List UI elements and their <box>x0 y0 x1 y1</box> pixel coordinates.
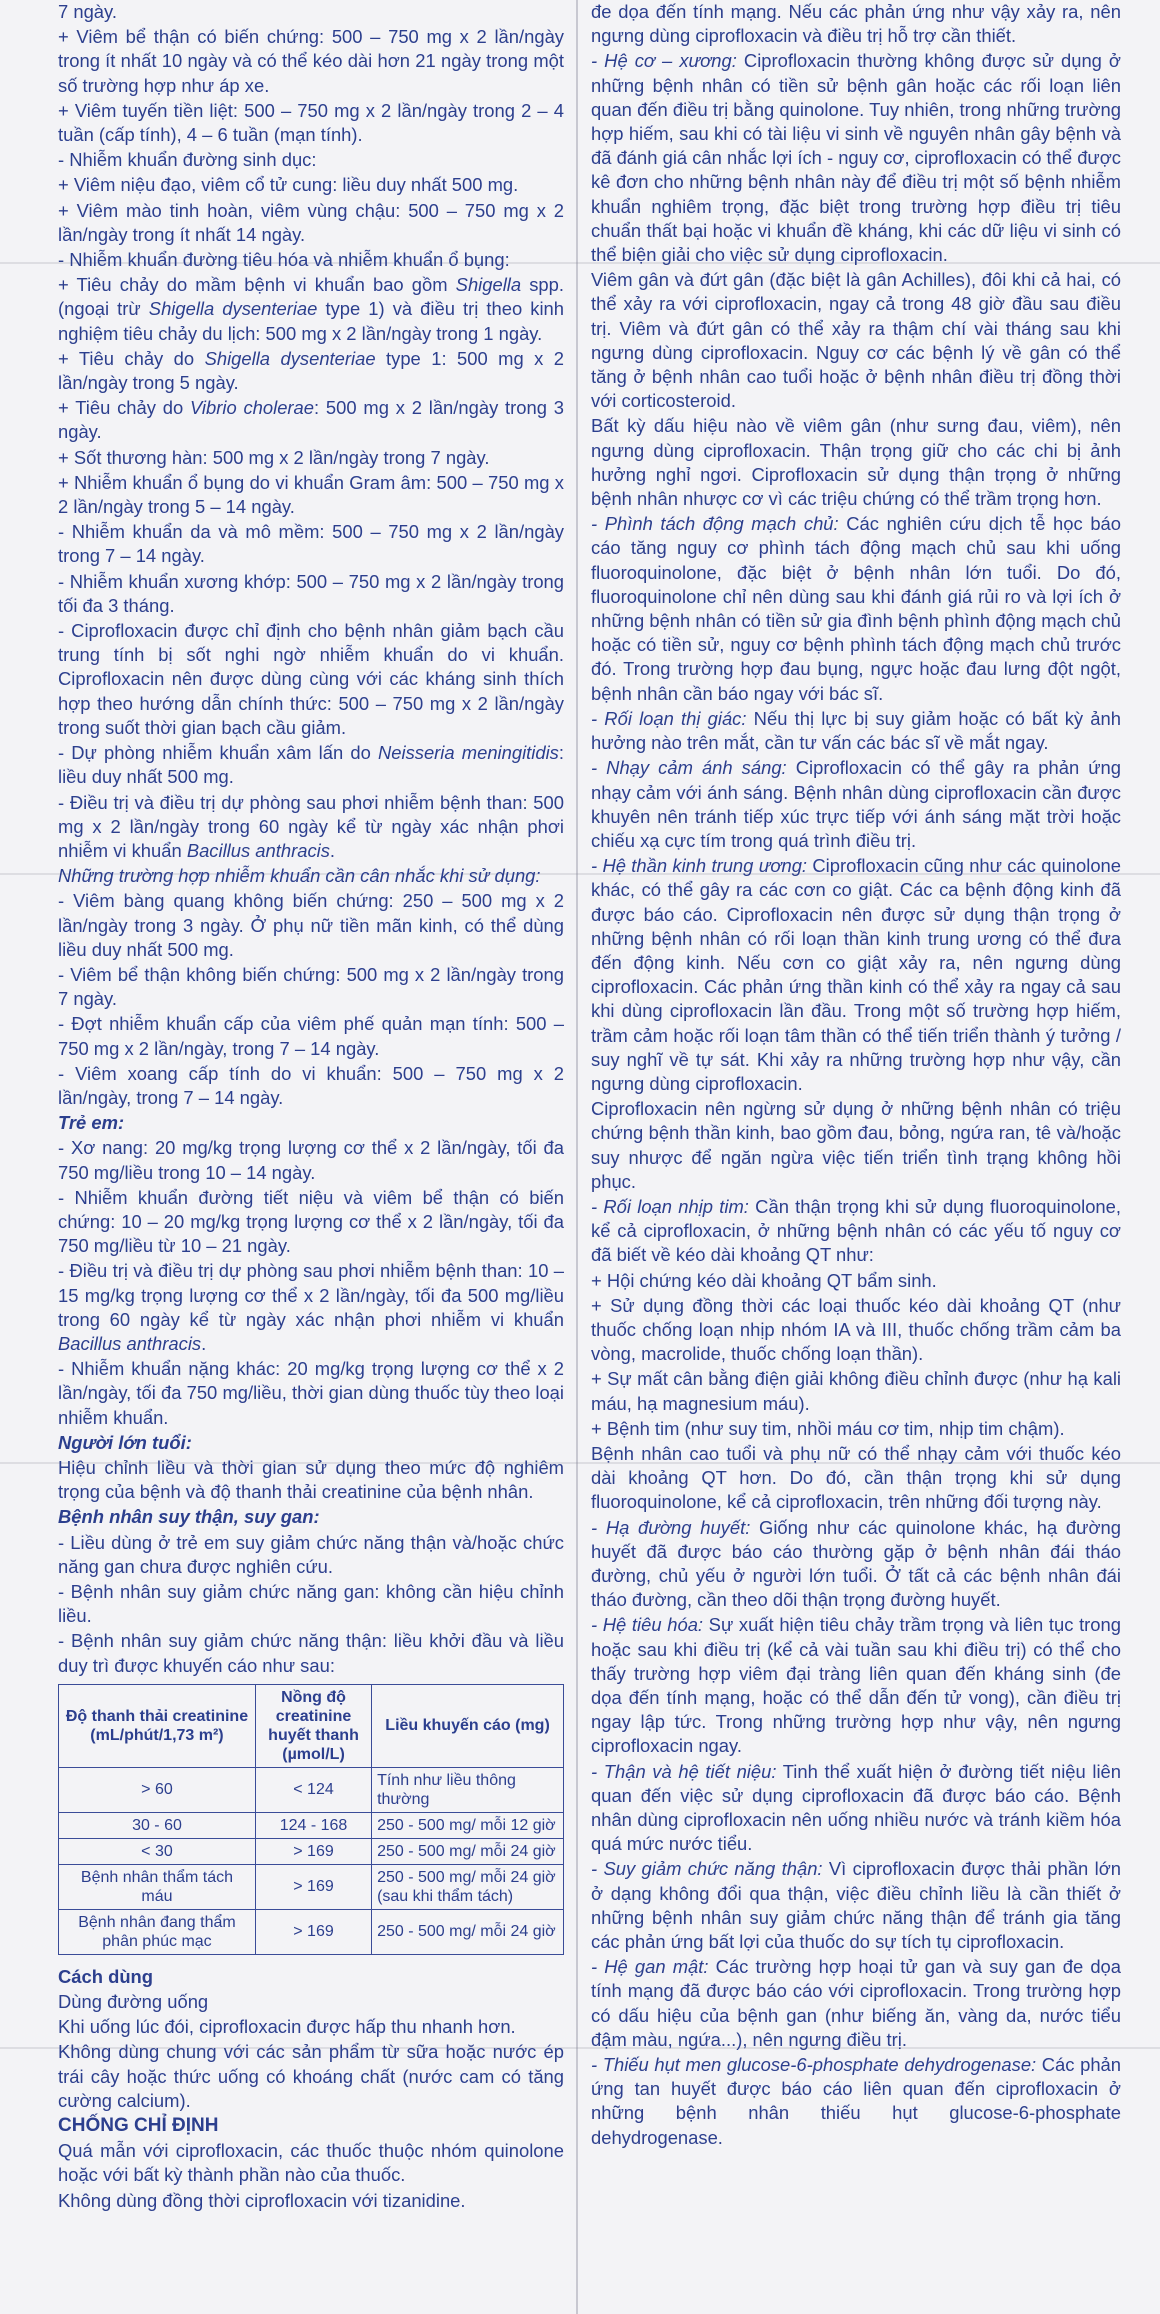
subheading: Bệnh nhân suy thận, suy gan: <box>58 1506 320 1528</box>
paragraph: Dùng đường uống <box>58 1991 209 2013</box>
table-row <box>59 1838 564 1864</box>
table-header-row <box>59 1684 564 1767</box>
text-fragment: 7 ngày. <box>58 1 117 22</box>
paragraph: - Nhiễm khuẩn nặng khác: 20 mg/kg trọng lượng cơ thể x 2 lần/ngày, tối đa 750 mg/liều, thời gian dùng thuốc tùy theo loại nhiễm khuẩn. <box>58 1358 564 1428</box>
paragraph: Khi uống lúc đói, ciprofloxacin được hấp thu nhanh hơn. <box>58 2016 516 2038</box>
paragraph: - Điều trị và điều trị dự phòng sau phơi nhiễm bệnh than: 500 mg x 2 lần/ngày trong 60 ngày kể từ ngày xác nhận phơi nhiễm vi khuẩn Bacillus anthracis. <box>58 791 564 861</box>
paragraph: - Bệnh nhân suy giảm chức năng thận: liều khởi đầu và liều duy trì được khuyến cáo như sau: <box>58 1630 564 1676</box>
paragraph: - Nhiễm khuẩn xương khớp: 500 – 750 mg x 2 lần/ngày trong tối đa 3 tháng. <box>58 570 564 616</box>
subheading: Trẻ em: <box>58 1112 125 1134</box>
table-cell: > 60 <box>59 1767 256 1812</box>
table-cell: 250 - 500 mg/ mỗi 24 giờ (sau khi thẩm tách) <box>372 1864 564 1909</box>
table-cell: Tính như liều thông thường <box>372 1767 564 1812</box>
paragraph: - Thận và hệ tiết niệu: Tinh thể xuất hiện ở đường tiết niệu liên quan đến việc sử dụng ciprofloxacin đã được báo cáo. Bệnh nhân dùng ciprofloxacin nên uống nhiều nước và tránh kiềm hóa quá mức nước tiểu. <box>591 1760 1121 1855</box>
paragraph: Viêm gân và đứt gân (đặc biệt là gân Achilles), đôi khi cả hai, có thể xảy ra với ciprofloxacin, ngay cả trong 48 giờ đầu sau điều trị. Viêm và đứt gân có thể xảy ra thậm chí vài tháng sau khi ngưng dùng ciprofloxacin. Nguy cơ các bệnh lý về gân có thể tăng ở bệnh nhân cao tuổi hoặc ở bệnh nhân điều trị đồng thời với corticosteroid. <box>591 269 1121 412</box>
paragraph: Không dùng đồng thời ciprofloxacin với tizanidine. <box>58 2189 466 2211</box>
table-cell: Bệnh nhân thẩm tách máu <box>59 1864 256 1909</box>
table-cell: 124 - 168 <box>255 1812 371 1838</box>
list-item: + Hội chứng kéo dài khoảng QT bẩm sinh. <box>591 1269 937 1291</box>
paragraph: Hiệu chỉnh liều và thời gian sử dụng theo mức độ nghiêm trọng của bệnh và độ thanh thải creatinine của bệnh nhân. <box>58 1456 564 1503</box>
table-row <box>59 1909 564 1954</box>
text-fragment: đe dọa đến tính mạng. Nếu các phản ứng như vậy xảy ra, nên ngưng dùng ciprofloxacin và điều trị hỗ trợ cần thiết. <box>591 1 1121 47</box>
paragraph: - Rối loạn nhịp tim: Cần thận trọng khi sử dụng fluoroquinolone, kể cả ciprofloxacin, ở những bệnh nhân có các yếu tố nguy cơ đã biết về kéo dài khoảng QT như: <box>591 1195 1121 1266</box>
list-item: + Sự mất cân bằng điện giải không điều chỉnh được (như hạ kali máu, hạ magnesium máu). <box>591 1368 1121 1414</box>
paragraph: - Xơ nang: 20 mg/kg trọng lượng cơ thể x 2 lần/ngày, tối đa 750 mg/liều trong 10 – 14 ngày. <box>58 1137 564 1183</box>
paragraph: - Hệ thần kinh trung ương: Ciprofloxacin cũng như các quinolone khác, có thể gây ra các cơn co giật. Các ca bệnh động kinh đã được báo cáo. Ciprofloxacin nên được sử dụng thận trọng ở những bệnh nhân có rối loạn thần kinh trung ương có thể đưa đến động kinh. Nếu cơn co giật xảy ra, nên ngưng dùng ciprofloxacin. Các phản ứng thần kinh có thể xảy ra ngay cả sau khi dùng ciprofloxacin lần đầu. Trong một số trường hợp hiếm, trầm cảm hoặc rối loạn tâm thần có thể tiến triển thành ý tưởng / suy nghĩ về tự sát. Khi xảy ra những trường hợp như vậy, cần ngưng dùng ciprofloxacin. <box>591 855 1121 1094</box>
paragraph: - Thiếu hụt men glucose-6-phosphate dehydrogenase: Các phản ứng tan huyết được báo cáo liên quan đến ciprofloxacin ở những bệnh nhân thiếu hụt glucose-6-phosphate dehydrogenase. <box>591 2054 1121 2148</box>
table-cell: > 169 <box>255 1864 371 1909</box>
section-heading: CHỐNG CHỈ ĐỊNH <box>58 2115 219 2137</box>
section-heading: Cách dùng <box>58 1965 154 1987</box>
paragraph: - Nhiễm khuẩn đường tiết niệu và viêm bể thận có biến chứng: 10 – 20 mg/kg trọng lượng cơ thể x 2 lần/ngày, tối đa 750 mg/liều từ 10 – 21 ngày. <box>58 1186 564 1257</box>
paragraph: + Viêm mào tinh hoàn, viêm vùng chậu: 500 – 750 mg x 2 lần/ngày trong ít nhất 14 ngày. <box>58 199 564 245</box>
table-cell: > 169 <box>255 1838 371 1864</box>
paragraph: + Viêm niệu đạo, viêm cổ tử cung: liều duy nhất 500 mg. <box>58 174 519 196</box>
table-cell: < 30 <box>59 1838 256 1864</box>
paragraph: - Viêm bể thận không biến chứng: 500 mg x 2 lần/ngày trong 7 ngày. <box>58 963 564 1010</box>
paragraph: - Nhiễm khuẩn da và mô mềm: 500 – 750 mg x 2 lần/ngày trong 7 – 14 ngày. <box>58 521 564 567</box>
paragraph: - Điều trị và điều trị dự phòng sau phơi nhiễm bệnh than: 10 – 15 mg/kg trọng lượng cơ thể x 2 lần/ngày, tối đa 500 mg/liều trong 60 ngày kể từ ngày xác nhận phơi nhiễm vi khuẩn Bacillus anthracis. <box>58 1260 564 1354</box>
paragraph: - Nhiễm khuẩn đường tiêu hóa và nhiễm khuẩn ổ bụng: <box>58 249 510 271</box>
paragraph: - Liều dùng ở trẻ em suy giảm chức năng thận và/hoặc chức năng gan chưa được nghiên cứu. <box>58 1531 564 1577</box>
table-row <box>59 1812 564 1838</box>
table-row <box>59 1864 564 1909</box>
paragraph: + Nhiễm khuẩn ổ bụng do vi khuẩn Gram âm: 500 – 750 mg x 2 lần/ngày trong 5 – 14 ngày. <box>58 471 564 518</box>
subheading: Người lớn tuổi: <box>58 1431 192 1453</box>
table-cell: < 124 <box>255 1767 371 1812</box>
right-column <box>591 0 1121 2314</box>
list-item: + Sử dụng đồng thời các loại thuốc kéo dài khoảng QT (như thuốc chống loạn nhịp nhóm IA và III, thuốc chống trầm cảm ba vòng, macrolide, thuốc chống loạn thần). <box>591 1294 1121 1365</box>
paragraph: + Viêm tuyến tiền liệt: 500 – 750 mg x 2 lần/ngày trong 2 – 4 tuần (cấp tính), 4 – 6 tuần (mạn tính). <box>58 99 564 146</box>
left-column <box>58 0 564 2314</box>
paragraph: - Hệ cơ – xương: Ciprofloxacin thường không được sử dụng ở những bệnh nhân có tiền sử bệnh gân hoặc các rối loạn liên quan đến điều trị bằng quinolone. Tuy nhiên, trong những trường hợp hiếm, sau khi có tài liệu vi sinh về nguyên nhân gây bệnh và đã đánh giá cân nhắc lợi ích - nguy cơ, ciprofloxacin có thể được kê đơn cho những bệnh nhân này để điều trị một số bệnh nhiễm khuẩn nghiêm trọng, đặc biệt trong trường hợp điều trị tiêu chuẩn thất bại hoặc vi khuẩn đề kháng, khi các dữ liệu vi sinh có thể biện giải cho việc sử dụng ciprofloxacin. <box>591 50 1121 266</box>
paragraph: Ciprofloxacin nên ngừng sử dụng ở những bệnh nhân có triệu chứng bệnh thần kinh, bao gồm đau, bỏng, ngứa ran, tê và/hoặc suy nhược để ngăn ngừa việc tiến triển tình trạng không hồi phục. <box>591 1098 1121 1192</box>
paragraph: - Bệnh nhân suy giảm chức năng gan: không cần hiệu chỉnh liều. <box>58 1581 564 1627</box>
table-cell: 250 - 500 mg/ mỗi 24 giờ <box>372 1909 564 1954</box>
column-header: Liều khuyến cáo (mg) <box>372 1684 564 1767</box>
paragraph: + Viêm bể thận có biến chứng: 500 – 750 mg x 2 lần/ngày trong ít nhất 10 ngày và có thể kéo dài hơn 21 ngày trong một số trường hợp như áp xe. <box>58 26 564 96</box>
paragraph: Không dùng chung với các sản phẩm từ sữa hoặc nước ép trái cây hoặc thức uống có khoáng chất (nước cam có tăng cường calcium). <box>58 2041 564 2111</box>
paragraph: - Phình tách động mạch chủ: Các nghiên cứu dịch tễ học báo cáo tăng nguy cơ phình tách động mạch chủ sau khi uống fluoroquinolone, đặc biệt ở bệnh nhân lớn tuổi. Do đó, fluoroquinolone chỉ nên dùng sau khi đánh giá rủi ro và lợi ích ở những bệnh nhân có tiền sử gia đình bệnh phình động mạch chủ hoặc có tiền sử, nguy cơ bệnh phình tách động mạch chủ trước đó. Trong trường hợp đau bụng, ngực hoặc đau lưng đột ngột, bệnh nhân cần báo ngay với bác sĩ. <box>591 513 1121 704</box>
paragraph: - Suy giảm chức năng thận: Vì ciprofloxacin được thải phần lớn ở dạng không đổi qua thận, việc điều chỉnh liều là cần thiết ở những bệnh nhân suy giảm chức năng thận để tránh gia tăng các phản ứng bất lợi của thuốc do sự tích tụ ciprofloxacin. <box>591 1858 1121 1953</box>
column-divider <box>576 0 578 2314</box>
paragraph: + Sốt thương hàn: 500 mg x 2 lần/ngày trong 7 ngày. <box>58 446 490 468</box>
paragraph: - Hệ gan mật: Các trường hợp hoại tử gan và suy gan đe dọa tính mạng đã được báo cáo với ciprofloxacin. Trong trường hợp có dấu hiệu của bệnh gan (như biếng ăn, vàng da, nước tiểu đậm màu, ngứa...), nên ngưng điều trị. <box>591 1956 1121 2050</box>
list-item: + Bệnh tim (như suy tim, nhồi máu cơ tim, nhịp tim chậm). <box>591 1417 1065 1439</box>
paragraph: Bệnh nhân cao tuổi và phụ nữ có thể nhạy cảm với thuốc kéo dài khoảng QT hơn. Do đó, cần thận trọng khi sử dụng fluoroquinolone, kể cả ciprofloxacin, trên những đối tượng này. <box>591 1442 1121 1513</box>
paragraph: - Ciprofloxacin được chỉ định cho bệnh nhân giảm bạch cầu trung tính bị sốt nghi ngờ nhiễm khuẩn do vi khuẩn. Ciprofloxacin nên được dùng cùng với các kháng sinh thích hợp theo hướng dẫn chính thức: 500 – 750 mg x 2 lần/ngày trong suốt thời gian bạch cầu giảm. <box>58 620 564 738</box>
table-cell: 250 - 500 mg/ mỗi 24 giờ <box>372 1838 564 1864</box>
table-cell: Bệnh nhân đang thẩm phân phúc mạc <box>59 1909 256 1954</box>
paragraph: - Nhạy cảm ánh sáng: Ciprofloxacin có thể gây ra phản ứng nhạy cảm với ánh sáng. Bệnh nhân dùng ciprofloxacin cần được khuyên nên tránh tiếp xúc trực tiếp với ánh sáng mặt trời hoặc chiếu xạ cực tím trong quá trình điều trị. <box>591 757 1121 851</box>
paragraph: - Hệ tiêu hóa: Sự xuất hiện tiêu chảy trầm trọng và liên tục trong hoặc sau khi điều trị (kể cả vài tuần sau khi điều trị) có thể cho thấy trường hợp viêm đại tràng liên quan đến kháng sinh (đe dọa đến tính mạng, hoặc có thể dẫn đến tử vong), cần điều trị ngay lập tức. Trong những trường hợp như vậy, nên ngưng ciprofloxacin ngay. <box>591 1614 1121 1757</box>
paragraph: + Tiêu chảy do mầm bệnh vi khuẩn bao gồm Shigella spp. (ngoại trừ Shigella dysenteriae type 1) và điều trị theo kinh nghiệm tiêu chảy du lịch: 500 mg x 2 lần/ngày trong 1 ngày. <box>58 274 564 344</box>
paragraph: - Viêm xoang cấp tính do vi khuẩn: 500 – 750 mg x 2 lần/ngày, trong 7 – 14 ngày. <box>58 1062 564 1108</box>
paragraph: Bất kỳ dấu hiệu nào về viêm gân (như sưng đau, viêm), nên ngưng dùng ciprofloxacin. Thận trọng giữ cho các chi bị ảnh hưởng nghỉ ngơi. Ciprofloxacin sử dụng thận trọng ở những bệnh nhân nhược cơ vì các triệu chứng có thể trầm trọng hơn. <box>591 415 1121 510</box>
paragraph: Quá mẫn với ciprofloxacin, các thuốc thuộc nhóm quinolone hoặc với bất kỳ thành phần nào của thuốc. <box>58 2140 564 2186</box>
paragraph: + Tiêu chảy do Shigella dysenteriae type 1: 500 mg x 2 lần/ngày trong 5 ngày. <box>58 347 564 394</box>
paragraph: - Dự phòng nhiễm khuẩn xâm lấn do Neisseria meningitidis: liều duy nhất 500 mg. <box>58 742 564 788</box>
table-row <box>59 1767 564 1812</box>
table-cell: 250 - 500 mg/ mỗi 12 giờ <box>372 1812 564 1838</box>
renal-dose-table <box>58 1684 564 1955</box>
table-cell: > 169 <box>255 1909 371 1954</box>
subheading: Những trường hợp nhiễm khuẩn cần cân nhắc khi sử dụng: <box>58 865 541 887</box>
paragraph: - Nhiễm khuẩn đường sinh dục: <box>58 149 317 171</box>
column-header: Độ thanh thải creatinine (mL/phút/1,73 m²) <box>59 1684 256 1767</box>
paragraph: + Tiêu chảy do Vibrio cholerae: 500 mg x 2 lần/ngày trong 3 ngày. <box>58 397 564 443</box>
paragraph: - Đợt nhiễm khuẩn cấp của viêm phế quản mạn tính: 500 – 750 mg x 2 lần/ngày, trong 7 – 14 ngày. <box>58 1013 564 1059</box>
column-header: Nồng độ creatinine huyết thanh (µmol/L) <box>255 1684 371 1767</box>
paragraph: - Viêm bàng quang không biến chứng: 250 – 500 mg x 2 lần/ngày trong 3 ngày. Ở phụ nữ tiền mãn kinh, có thể dùng liều duy nhất 500 mg. <box>58 890 564 960</box>
table-cell: 30 - 60 <box>59 1812 256 1838</box>
paragraph: - Rối loạn thị giác: Nếu thị lực bị suy giảm hoặc có bất kỳ ảnh hưởng nào trên mắt, cần tư vấn các bác sĩ về mắt ngay. <box>591 707 1121 754</box>
paragraph: - Hạ đường huyết: Giống như các quinolone khác, hạ đường huyết đã được báo cáo thường gặp ở bệnh nhân đái tháo đường, chủ yếu ở người lớn tuổi. Ở tất cả các bệnh nhân đái tháo đường, cần theo dõi thận trọng đường huyết. <box>591 1516 1121 1611</box>
